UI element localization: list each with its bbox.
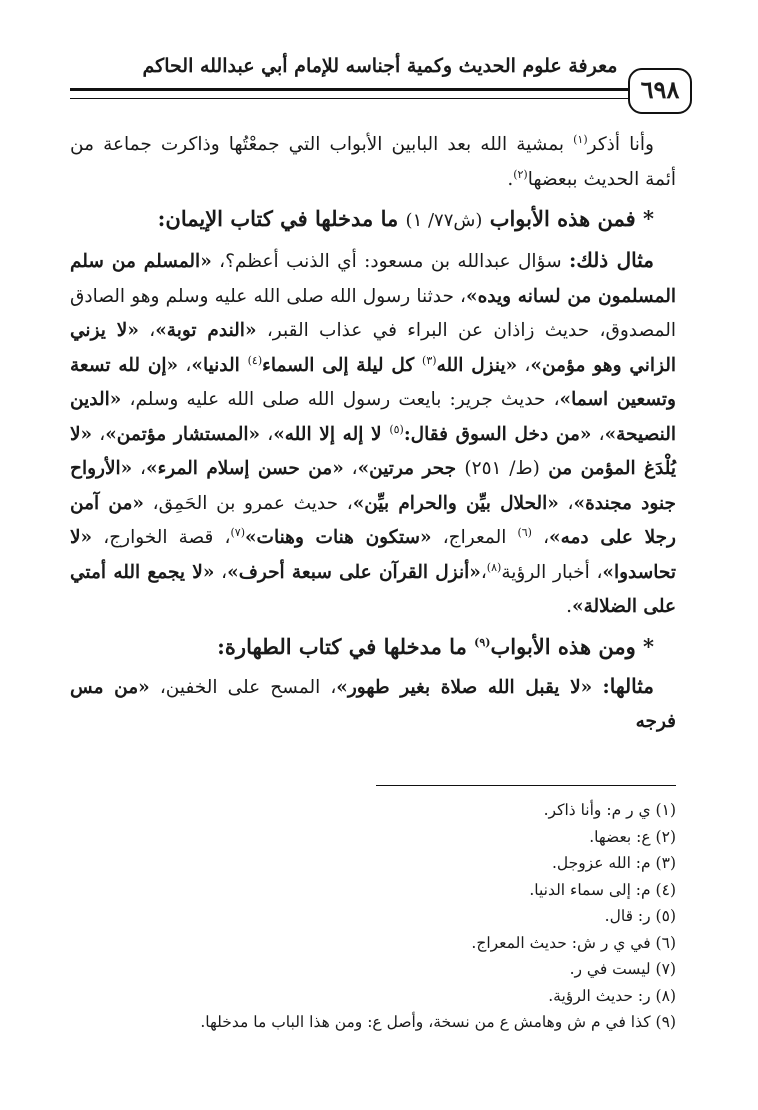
text-run: ، (531, 527, 550, 548)
text-run: ، (260, 423, 274, 445)
footnote-ref: (١) (573, 132, 588, 146)
hadith-title: «ينزل الله (436, 354, 518, 376)
footnote-separator (376, 785, 676, 786)
text-run: ، قصة الخوارج، (92, 527, 231, 548)
text-run: ، (178, 354, 192, 376)
text-run: ، (92, 423, 106, 445)
text-run: . (566, 596, 572, 617)
manuscript-ref: (ط/ ٢٥١) (464, 458, 540, 479)
text-run: . (507, 168, 514, 190)
footnote-ref: (٣) (422, 353, 437, 367)
footnote: (٨) ر: حديث الرؤية. (548, 986, 676, 1005)
hadith-title: «المسلم من سلم المسلمون من لسانه ويده» (70, 251, 676, 307)
hadith-title: «المستشار مؤتمن» (105, 423, 261, 445)
text-run: وأنا أذكر (587, 134, 654, 155)
footnote: (٤) م: إلى سماء الدنيا. (529, 880, 676, 899)
text-run: ، (517, 354, 531, 376)
paragraph-lead: مثالها: (602, 673, 654, 698)
footnote-ref: (٨) (486, 560, 502, 574)
text-run: * فمن هذه الأبواب (482, 206, 654, 231)
text-run: ، حديث جرير: بايعت رسول الله صلى الله عليه وسلم، (121, 389, 560, 410)
hadith-title: «أنزل القرآن على سبعة أحرف» (227, 561, 481, 583)
hadith-title: «إن لله تسعة وتسعين اسما» (70, 354, 676, 410)
section-heading-tahara (70, 625, 676, 669)
text-run: ، (480, 561, 487, 583)
footnote: (٣) م: الله عزوجل. (551, 854, 676, 872)
footnote: (٩) كذا في م ش وهامش ع من نسخة، وأصل ع: ومن هذا الباب ما مدخلها. (200, 1013, 676, 1031)
hadith-title: «من آمن رجلا على دمه» (70, 492, 676, 548)
hadith-title: «لا يُلْدَغ المؤمن من (70, 423, 676, 479)
footnote: (٥) ر: قال. (604, 907, 676, 925)
hadith-title: كل ليلة إلى السماء (262, 354, 423, 376)
hadith-title: «من حسن إسلام المرء» (146, 458, 344, 479)
text-run: * ومن هذه الأبواب (490, 633, 654, 659)
hadith-title: جحر مرتين» (357, 458, 465, 479)
hadith-title: الدنيا» (191, 354, 248, 376)
footnote: (١) ي ر م: وأنا ذاكر. (543, 801, 676, 819)
text-run: ، أخبار الرؤية (501, 561, 603, 583)
footnote: (٧) ليست في ر. (569, 960, 676, 978)
text-run: ، حدثنا رسول الله صلى الله عليه وسلم وهو الصادق المصدوق، حديث زاذان عن البراء في عذاب القبر، (70, 285, 676, 341)
running-title: معرفة علوم الحديث وكمية أجناسه للإمام أبي عبدالله الحاكم (142, 55, 618, 77)
hadith-title: «الحلال بيِّن والحرام بيِّن» (352, 492, 559, 514)
section-heading-iman (70, 197, 676, 243)
footnote: (٦) في ي ر ش: حديث المعراج. (471, 933, 676, 952)
text-run: بمشية الله بعد البابين الأبواب التي جمعْتُها وذاكرت جماعة من أئمة الحديث ببعضها (70, 134, 676, 190)
text-run: ما مدخلها في كتاب الطهارة: (217, 633, 475, 659)
text-run: ، (214, 561, 228, 583)
paragraph-lead: مثال ذلك: (568, 248, 655, 272)
hadith-title: «من دخل السوق فقال: (403, 423, 592, 445)
text-run: ، (558, 492, 574, 514)
hadith-title: «الدين النصيحة» (70, 389, 676, 445)
hadith-title: «ستكون هنات وهنات» (244, 527, 432, 548)
hadith-title: «الأرواح جنود مجندة» (70, 458, 676, 514)
text-run: ، (132, 458, 146, 479)
text-run: ، (591, 423, 605, 445)
footnotes (70, 797, 676, 1036)
footnote-ref: (٥) (389, 422, 404, 436)
text-run: ، المسح على الخفين، (149, 676, 337, 698)
hadith-title: «لا يزني الزاني وهو مؤمن» (70, 320, 677, 376)
footnote-ref: (٩) (474, 635, 491, 649)
footnote: (٢) ع: بعضها. (589, 827, 676, 846)
hadith-title: «الندم توبة» (155, 320, 257, 341)
page-number: ٦٩٨ (628, 68, 692, 114)
hadith-title: لا إله إلا الله» (273, 423, 390, 445)
header-rule (70, 88, 628, 99)
footnote-ref: (٧) (230, 525, 245, 539)
intro-paragraph (70, 128, 676, 197)
hadith-title: «من مس فرجه (70, 676, 676, 732)
manuscript-ref: (ش٧٧/ ١) (405, 210, 483, 231)
footnote-ref: (٦) (517, 525, 532, 539)
hadith-title: «لا يجمع الله أمتي على الضلالة» (70, 561, 676, 617)
footnote-ref: (٤) (247, 353, 263, 367)
text-run: سؤال عبدالله بن مسعود: أي الذنب أعظم؟، (211, 251, 569, 272)
hadith-title: «لا يقبل الله صلاة بغير طهور» (336, 676, 593, 698)
text-run: ، (138, 320, 156, 341)
text-run: ، حديث عمرو بن الحَمِق، (143, 492, 353, 514)
footnote-ref: (٢) (513, 167, 528, 181)
text-run: ، (343, 458, 358, 479)
examples-paragraph-iman (70, 243, 676, 625)
hadith-title: «لا تحاسدوا» (70, 527, 676, 583)
examples-paragraph-tahara (70, 669, 676, 740)
text-run: ما مدخلها في كتاب الإيمان: (157, 206, 406, 231)
text-run: المعراج، (431, 527, 518, 548)
main-text (70, 128, 676, 740)
text-run (592, 677, 602, 698)
